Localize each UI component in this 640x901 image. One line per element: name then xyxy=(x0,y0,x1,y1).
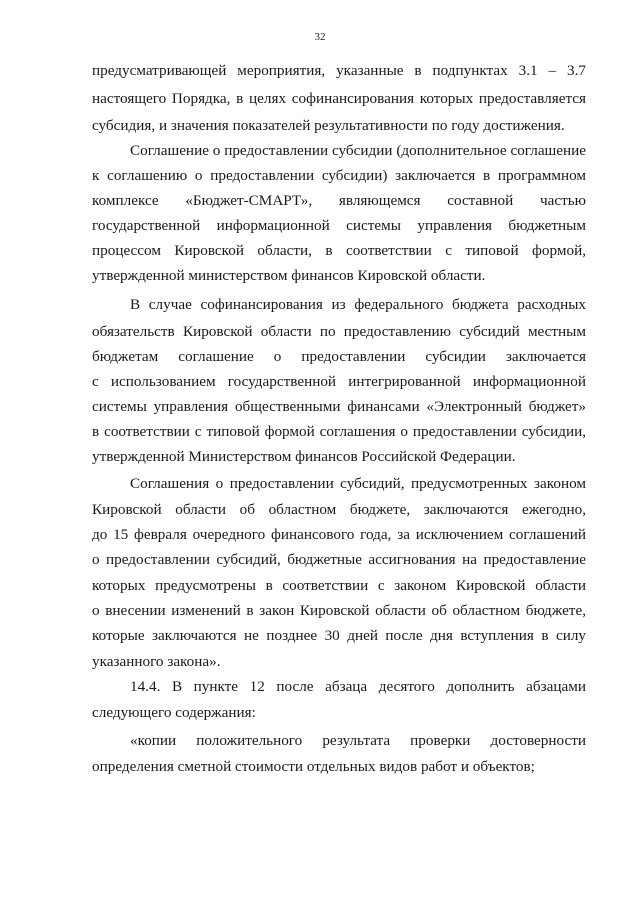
text-line: бюджетам соглашение о предоставлении субсидии заключается xyxy=(92,348,586,365)
text-line: «копии положительного результата проверки достоверности xyxy=(130,732,586,749)
text-line: предусматривающей мероприятия, указанные в подпунктах 3.1 – 3.7 xyxy=(92,62,586,79)
text-line: до 15 февраля очередного финансового года, за исключением соглашений xyxy=(92,526,586,543)
page-number: 32 xyxy=(314,31,326,43)
text-line: в соответствии с типовой формой соглашения о предоставлении субсидии, xyxy=(92,423,586,440)
text-line: Соглашение о предоставлении субсидии (дополнительное соглашение xyxy=(130,142,586,159)
text-line: субсидия, и значения показателей результативности по году достижения. xyxy=(92,117,565,134)
text-line: государственной информационной системы управления бюджетным xyxy=(92,217,586,234)
text-line: 14.4. В пункте 12 после абзаца десятого дополнить абзацами xyxy=(130,678,586,695)
text-line: комплексе «Бюджет-СМАРТ», являющемся составной частью xyxy=(92,192,586,209)
text-line: о предоставлении субсидий, бюджетные ассигнования на предоставление xyxy=(92,551,586,568)
text-line: с использованием государственной интегрированной информационной xyxy=(92,373,586,390)
text-line: Кировской области об областном бюджете, заключаются ежегодно, xyxy=(92,501,586,518)
text-line: к соглашению о предоставлении субсидии) заключается в программном xyxy=(92,167,586,184)
text-line: которых предусмотрены в соответствии с законом Кировской области xyxy=(92,577,586,594)
text-line: утвержденной министерством финансов Кировской области. xyxy=(92,267,486,284)
text-line: системы управления общественными финансами «Электронный бюджет» xyxy=(92,398,586,415)
text-line: обязательств Кировской области по предоставлению субсидий местным xyxy=(92,323,586,340)
text-line: указанного закона». xyxy=(92,653,221,670)
text-line: В случае софинансирования из федерального бюджета расходных xyxy=(130,296,586,313)
text-line: процессом Кировской области, в соответствии с типовой формой, xyxy=(92,242,586,259)
text-line: Соглашения о предоставлении субсидий, предусмотренных законом xyxy=(130,475,586,492)
text-line: следующего содержания: xyxy=(92,704,256,721)
text-line: которые заключаются не позднее 30 дней после дня вступления в силу xyxy=(92,627,586,644)
text-line: настоящего Порядка, в целях софинансирования которых предоставляется xyxy=(92,90,586,107)
text-line: утвержденной Министерством финансов Российской Федерации. xyxy=(92,448,516,465)
text-line: определения сметной стоимости отдельных видов работ и объектов; xyxy=(92,758,535,775)
text-line: о внесении изменений в закон Кировской области об областном бюджете, xyxy=(92,602,586,619)
